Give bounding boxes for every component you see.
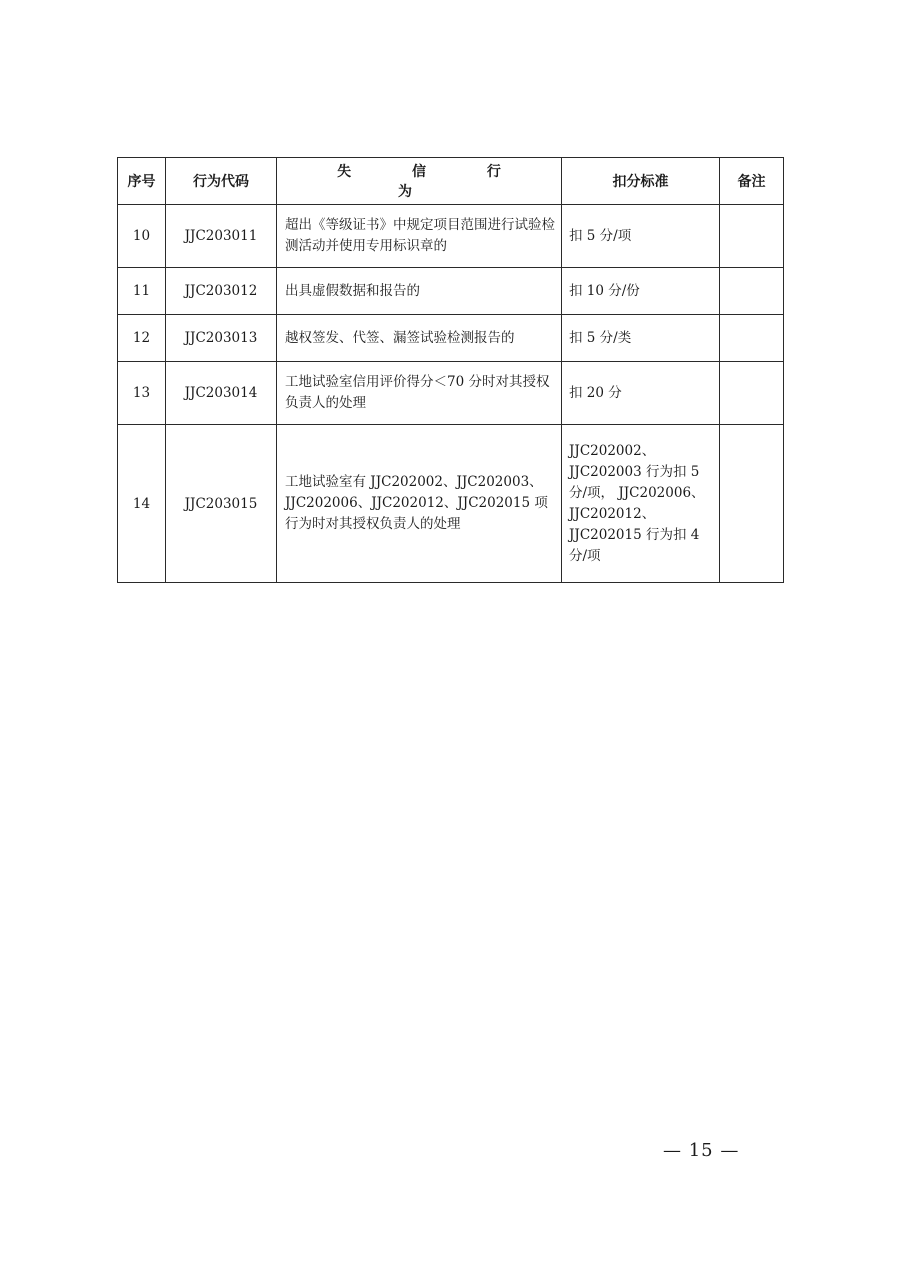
row-behavior: 出具虚假数据和报告的 <box>277 268 562 315</box>
row-deduction: 扣 10 分/份 <box>562 268 720 315</box>
row-code: JJC203012 <box>166 268 277 315</box>
row-remarks <box>720 268 784 315</box>
table-row <box>118 362 784 425</box>
row-remarks <box>720 425 784 583</box>
row-code: JJC203015 <box>166 425 277 583</box>
table-row <box>118 268 784 315</box>
row-behavior: 工地试验室有 JJC202002、JJC202003、JJC202006、JJC202012、JJC202015 项行为时对其授权负责人的处理 <box>277 425 562 583</box>
row-deduction: 扣 5 分/类 <box>562 315 720 362</box>
row-remarks <box>720 205 784 268</box>
row-behavior: 超出《等级证书》中规定项目范围进行试验检测活动并使用专用标识章的 <box>277 205 562 268</box>
row-deduction: 扣 20 分 <box>562 362 720 425</box>
row-code: JJC203011 <box>166 205 277 268</box>
credit-deduction-table <box>117 157 784 583</box>
row-index: 10 <box>118 205 166 268</box>
row-index: 11 <box>118 268 166 315</box>
row-index: 13 <box>118 362 166 425</box>
row-code: JJC203013 <box>166 315 277 362</box>
table-row <box>118 425 784 583</box>
header-remarks: 备注 <box>720 158 784 205</box>
table-header-row <box>118 158 784 205</box>
row-remarks <box>720 362 784 425</box>
row-behavior: 工地试验室信用评价得分＜70 分时对其授权负责人的处理 <box>277 362 562 425</box>
table-row <box>118 315 784 362</box>
row-deduction: 扣 5 分/项 <box>562 205 720 268</box>
header-deduction: 扣分标准 <box>562 158 720 205</box>
row-index: 14 <box>118 425 166 583</box>
row-deduction: JJC202002、JJC202003 行为扣 5 分/项， JJC202006、JJC202012、JJC202015 行为扣 4 分/项 <box>562 425 720 583</box>
header-behavior <box>277 158 562 205</box>
row-code: JJC203014 <box>166 362 277 425</box>
row-index: 12 <box>118 315 166 362</box>
header-behavior-label: 失 信 行 为 <box>337 164 529 200</box>
table-row <box>118 205 784 268</box>
row-remarks <box>720 315 784 362</box>
header-index: 序号 <box>118 158 166 205</box>
row-behavior: 越权签发、代签、漏签试验检测报告的 <box>277 315 562 362</box>
page-number: — 15 — <box>663 1140 740 1161</box>
header-code: 行为代码 <box>166 158 277 205</box>
